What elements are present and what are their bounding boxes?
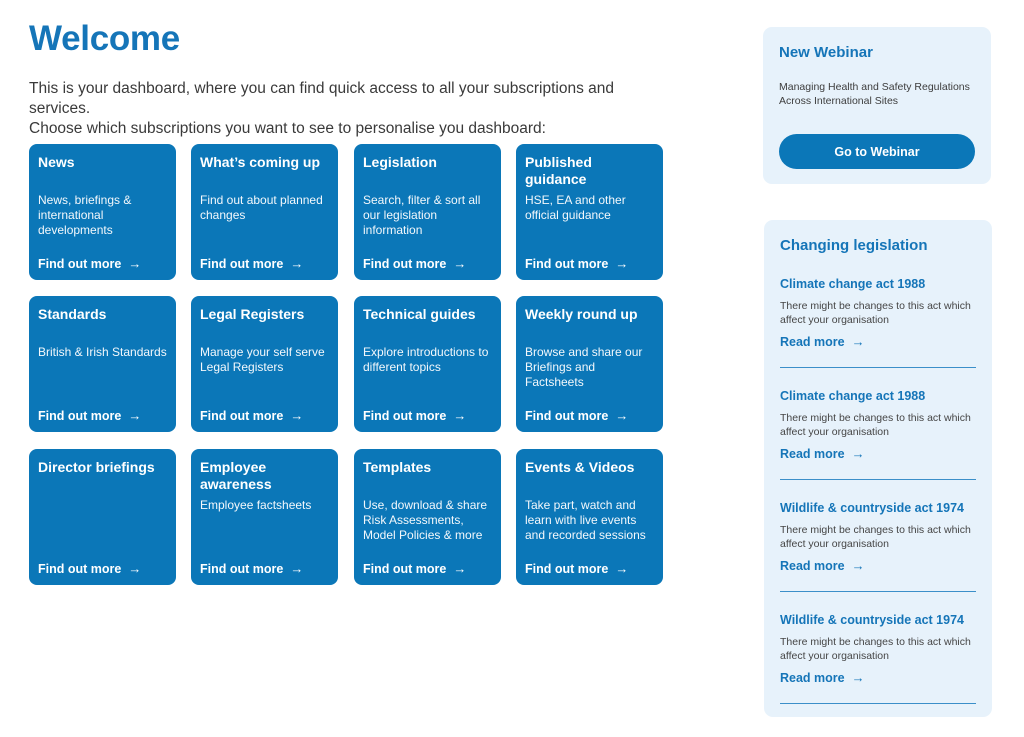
legislation-title[interactable]: Climate change act 1988 bbox=[780, 389, 926, 403]
link-label: Read more bbox=[780, 670, 845, 685]
intro-text bbox=[29, 79, 669, 139]
find-out-more-link[interactable] bbox=[38, 561, 141, 576]
card-title: Employee awareness bbox=[200, 459, 272, 492]
main-content bbox=[29, 18, 669, 139]
card-description: Manage your self serve Legal Registers bbox=[200, 345, 325, 374]
card-description: HSE, EA and other official guidance bbox=[525, 193, 626, 222]
card-legal-registers[interactable] bbox=[191, 296, 338, 432]
arrow-right-icon: → bbox=[615, 256, 629, 271]
legislation-title[interactable]: Wildlife & countryside act 1974 bbox=[780, 613, 964, 627]
card-description bbox=[38, 498, 167, 558]
legislation-item bbox=[780, 389, 976, 480]
arrow-right-icon: → bbox=[453, 256, 467, 271]
link-label: Find out more bbox=[38, 256, 122, 271]
card-events-videos[interactable] bbox=[516, 449, 663, 585]
card-description: News, briefings & international developments bbox=[38, 193, 132, 237]
arrow-right-icon: → bbox=[851, 446, 865, 461]
legislation-item bbox=[780, 277, 976, 368]
link-label: Read more bbox=[780, 558, 845, 573]
legislation-description: There might be changes to this act which affect your organisation bbox=[780, 412, 971, 438]
card-title: Legislation bbox=[363, 154, 437, 170]
card-description: Employee factsheets bbox=[200, 498, 312, 512]
find-out-more-link[interactable] bbox=[200, 408, 303, 423]
legislation-description: There might be changes to this act which affect your organisation bbox=[780, 300, 971, 326]
find-out-more-link[interactable] bbox=[363, 256, 466, 271]
card-title: Templates bbox=[363, 459, 432, 475]
card-title: Events & Videos bbox=[525, 459, 635, 475]
arrow-right-icon: → bbox=[851, 670, 865, 685]
find-out-more-link[interactable] bbox=[363, 561, 466, 576]
link-label: Find out more bbox=[200, 256, 284, 271]
link-label: Read more bbox=[780, 334, 845, 349]
find-out-more-link[interactable] bbox=[525, 256, 628, 271]
link-label: Find out more bbox=[200, 408, 284, 423]
card-description: Use, download & share Risk Assessments, Model Policies & more bbox=[363, 498, 488, 542]
arrow-right-icon: → bbox=[128, 561, 142, 576]
link-label: Find out more bbox=[38, 561, 122, 576]
arrow-right-icon: → bbox=[290, 408, 304, 423]
card-news[interactable] bbox=[29, 144, 176, 280]
link-label: Find out more bbox=[525, 561, 609, 576]
read-more-link[interactable] bbox=[780, 446, 865, 461]
card-title: Published guidance bbox=[525, 154, 592, 187]
read-more-link[interactable] bbox=[780, 558, 865, 573]
arrow-right-icon: → bbox=[851, 558, 865, 573]
webinar-heading: New Webinar bbox=[779, 44, 873, 61]
arrow-right-icon: → bbox=[615, 408, 629, 423]
legislation-description: There might be changes to this act which affect your organisation bbox=[780, 636, 971, 662]
arrow-right-icon: → bbox=[290, 256, 304, 271]
card-title: News bbox=[38, 154, 75, 170]
legislation-title[interactable]: Wildlife & countryside act 1974 bbox=[780, 501, 964, 515]
card-technical-guides[interactable] bbox=[354, 296, 501, 432]
link-label: Find out more bbox=[200, 561, 284, 576]
arrow-right-icon: → bbox=[851, 334, 865, 349]
card-title: Standards bbox=[38, 306, 107, 322]
card-title: Director briefings bbox=[38, 459, 155, 475]
card-templates[interactable] bbox=[354, 449, 501, 585]
card-description: Browse and share our Briefings and Factsheets bbox=[525, 345, 643, 389]
read-more-link[interactable] bbox=[780, 670, 865, 685]
card-description: Explore introductions to different topics bbox=[363, 345, 489, 374]
arrow-right-icon: → bbox=[453, 408, 467, 423]
find-out-more-link[interactable] bbox=[525, 561, 628, 576]
card-standards[interactable] bbox=[29, 296, 176, 432]
arrow-right-icon: → bbox=[290, 561, 304, 576]
card-whats-coming-up[interactable] bbox=[191, 144, 338, 280]
card-published-guidance[interactable] bbox=[516, 144, 663, 280]
legislation-item bbox=[780, 613, 976, 704]
link-label: Read more bbox=[780, 446, 845, 461]
card-title: Weekly round up bbox=[525, 306, 638, 322]
intro-line-1: This is your dashboard, where you can find quick access to all your subscriptions and services. bbox=[29, 80, 614, 117]
arrow-right-icon: → bbox=[128, 408, 142, 423]
card-description: British & Irish Standards bbox=[38, 345, 167, 359]
go-to-webinar-button[interactable]: Go to Webinar bbox=[779, 134, 975, 169]
link-label: Find out more bbox=[363, 561, 447, 576]
changing-legislation-panel bbox=[764, 220, 992, 717]
card-weekly-round-up[interactable] bbox=[516, 296, 663, 432]
card-title: What’s coming up bbox=[200, 154, 321, 170]
webinar-panel bbox=[763, 27, 991, 184]
card-description: Take part, watch and learn with live events and recorded sessions bbox=[525, 498, 646, 542]
find-out-more-link[interactable] bbox=[38, 256, 141, 271]
read-more-link[interactable] bbox=[780, 334, 865, 349]
legislation-title[interactable]: Climate change act 1988 bbox=[780, 277, 926, 291]
card-description: Search, filter & sort all our legislation information bbox=[363, 193, 481, 237]
card-title: Legal Registers bbox=[200, 306, 305, 322]
link-label: Find out more bbox=[38, 408, 122, 423]
find-out-more-link[interactable] bbox=[363, 408, 466, 423]
arrow-right-icon: → bbox=[615, 561, 629, 576]
link-label: Find out more bbox=[363, 256, 447, 271]
link-label: Find out more bbox=[363, 408, 447, 423]
webinar-description: Managing Health and Safety Regulations Across International Sites bbox=[779, 81, 970, 107]
arrow-right-icon: → bbox=[128, 256, 142, 271]
changing-legislation-heading: Changing legislation bbox=[780, 237, 928, 254]
link-label: Find out more bbox=[525, 256, 609, 271]
page-title: Welcome bbox=[29, 19, 180, 58]
card-title: Technical guides bbox=[363, 306, 476, 322]
legislation-item bbox=[780, 501, 976, 592]
legislation-description: There might be changes to this act which affect your organisation bbox=[780, 524, 971, 550]
find-out-more-link[interactable] bbox=[525, 408, 628, 423]
card-legislation[interactable] bbox=[354, 144, 501, 280]
find-out-more-link[interactable] bbox=[38, 408, 141, 423]
arrow-right-icon: → bbox=[453, 561, 467, 576]
find-out-more-link[interactable] bbox=[200, 561, 303, 576]
find-out-more-link[interactable] bbox=[200, 256, 303, 271]
card-director-briefings[interactable] bbox=[29, 449, 176, 585]
link-label: Find out more bbox=[525, 408, 609, 423]
intro-line-2: Choose which subscriptions you want to see to personalise you dashboard: bbox=[29, 120, 546, 137]
card-employee-awareness[interactable] bbox=[191, 449, 338, 585]
card-description: Find out about planned changes bbox=[200, 193, 323, 222]
